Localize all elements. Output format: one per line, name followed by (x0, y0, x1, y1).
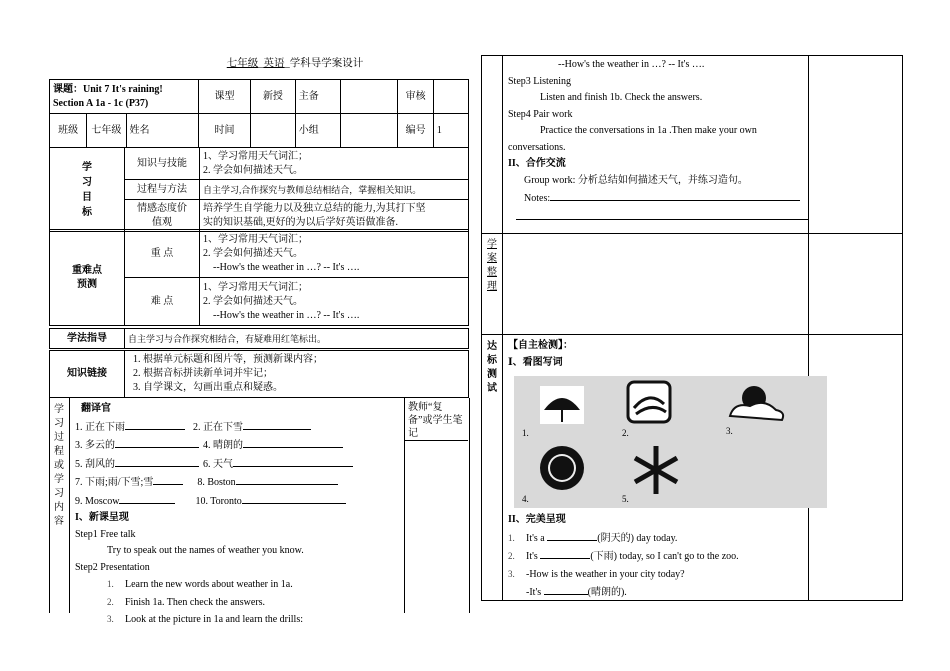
number-value: 1 (433, 114, 468, 148)
goals-label: 学习目标 (50, 148, 125, 232)
part1-title: Ⅰ、看图写词 (508, 356, 563, 368)
sun-icon (540, 446, 584, 490)
key-point-text: 1、学习常用天气词汇； 2. 学会如何描述天气。 --How's the weather in …? -- It's …. (200, 230, 469, 278)
translate-row: 3. 多云的 4. 晴朗的 (75, 436, 400, 455)
step4-text-2: conversations. (508, 141, 566, 153)
fill-item-answer: -It's (晴朗的). (508, 583, 808, 602)
goal-process-text: 自主学习,合作探究与教师总结相结合，掌握相关知识。 (200, 180, 469, 200)
snowflake-icon (635, 446, 677, 494)
link-text: 1. 根据单元标题和图片等，预测新课内容； 2. 根据音标拼读新单词并牢记； 3. 自学课文，勾画出重点和疑惑。 (125, 351, 469, 398)
difficult-point-label: 难 点 (125, 278, 200, 326)
keypoints-label: 重难点预测 (50, 230, 125, 326)
goal-process-label: 过程与方法 (125, 180, 200, 200)
time-label: 时间 (198, 114, 250, 148)
drill-text: --How's the weather in …? -- It's …. (558, 59, 705, 70)
translate-row: 9. Moscow 10. Toronto (75, 492, 400, 511)
step3-title: Step3 Listening (508, 75, 572, 87)
name-label: 姓名 (126, 114, 198, 148)
fill-item: 3. -How is the weather in your city today? (508, 568, 685, 580)
class-label: 班级 (50, 114, 87, 148)
pic-number-3: 3. (726, 426, 733, 436)
step2-item: 1. Learn the new words about weather in 1a. (107, 579, 293, 590)
step2-item: 2. Finish 1a. Then check the answers. (107, 596, 266, 608)
group-work-text: Group work: 分析总结如何描述天气，并练习造句。 (524, 174, 748, 186)
header-table (49, 79, 469, 148)
step2-item: 3. Look at the picture in 1a and learn the drills: (107, 614, 303, 625)
method-text: 自主学习与合作探究相结合，有疑难用红笔标出。 (125, 329, 469, 349)
keypoints-table (49, 229, 469, 326)
goal-knowledge-text: 1、学习常用天气词汇； 2. 学会如何描述天气。 (200, 148, 469, 180)
test-label: 达标测试 (487, 341, 497, 394)
translate-row: 1. 正在下雨 2. 正在下雪 (75, 418, 400, 437)
host-label: 主备 (295, 80, 340, 114)
goal-emotion-label: 情感态度价值观 (125, 200, 200, 232)
step3-text: Listen and finish 1b. Check the answers. (540, 92, 703, 103)
page-title: 七年级_英语_学科导学案设计 (226, 58, 364, 69)
link-table (49, 350, 469, 398)
weather-icons-svg (514, 376, 827, 508)
method-label: 学法指导 (50, 329, 125, 349)
lesson-section: Section A 1a - 1c (P37) (53, 97, 149, 109)
process-side-label: 学习过程或学习内容 (54, 404, 64, 527)
cloudy-sun-icon (730, 386, 783, 420)
goals-table (49, 147, 469, 232)
self-test-title: 【自主检测】： (508, 340, 573, 351)
right-upper-content (508, 57, 808, 226)
translate-title: 翻译官 (81, 403, 111, 414)
pic-number-2: 2. (622, 428, 629, 438)
method-table (49, 328, 469, 349)
coop-title: II、合作交流 (508, 158, 566, 169)
fill-item: 1. It's a (阴天的) day today. (508, 529, 808, 548)
type-value: 新授 (251, 80, 296, 114)
link-label: 知识链接 (50, 351, 125, 398)
test-content (508, 338, 808, 371)
summary-label: 学案整理 (487, 239, 497, 292)
translate-row: 5. 刮风的 6. 天气 (75, 455, 400, 474)
key-point-label: 重 点 (125, 230, 200, 278)
weather-picture (514, 376, 827, 508)
fill-section (508, 512, 808, 602)
review-label: 审核 (398, 80, 433, 114)
difficult-point-text: 1、学习常用天气词汇； 2. 学会如何描述天气。 --How's the weather in …? -- It's …. (200, 278, 469, 326)
type-label: 课型 (198, 80, 250, 114)
number-label: 编号 (398, 114, 433, 148)
rain-umbrella-icon (540, 386, 584, 424)
step2-title: Step2 Presentation (75, 561, 150, 573)
step1-text: Try to speak out the names of weather you know. (107, 545, 304, 556)
translate-row: 7. 下雨;雨/下雪;雪 8. Boston (75, 473, 400, 492)
goal-emotion-text: 培养学生自学能力以及独立总结的能力,为其打下坚 实的知识基础,更好的为以后学好英语做准备. (200, 200, 469, 232)
step4-title: Step4 Pair work (508, 108, 573, 120)
teacher-note-label: 教师“复备”或学生笔记 (408, 402, 463, 439)
process-content (75, 401, 400, 629)
notes-line: Notes: (508, 189, 808, 208)
lesson-title: 课题：Unit 7 It's raining! (53, 83, 163, 95)
wind-icon (628, 382, 670, 422)
goal-knowledge-label: 知识与技能 (125, 148, 200, 180)
step4-text: Practice the conversations in 1a .Then make your own (540, 125, 757, 136)
group-label: 小组 (295, 114, 340, 148)
part2-title: II、完美呈现 (508, 514, 566, 525)
grade-value: 七年级 (87, 114, 126, 148)
step1-title: Step1 Free talk (75, 528, 136, 540)
fill-item: 2. It's (下雨) today, so I can't go to the zoo. (508, 547, 808, 566)
pic-number-5: 5. (622, 494, 629, 504)
new-lesson-title: I、新课呈现 (75, 512, 129, 523)
pic-number-1: 1. (522, 428, 529, 438)
pic-number-4: 4. (522, 494, 529, 504)
